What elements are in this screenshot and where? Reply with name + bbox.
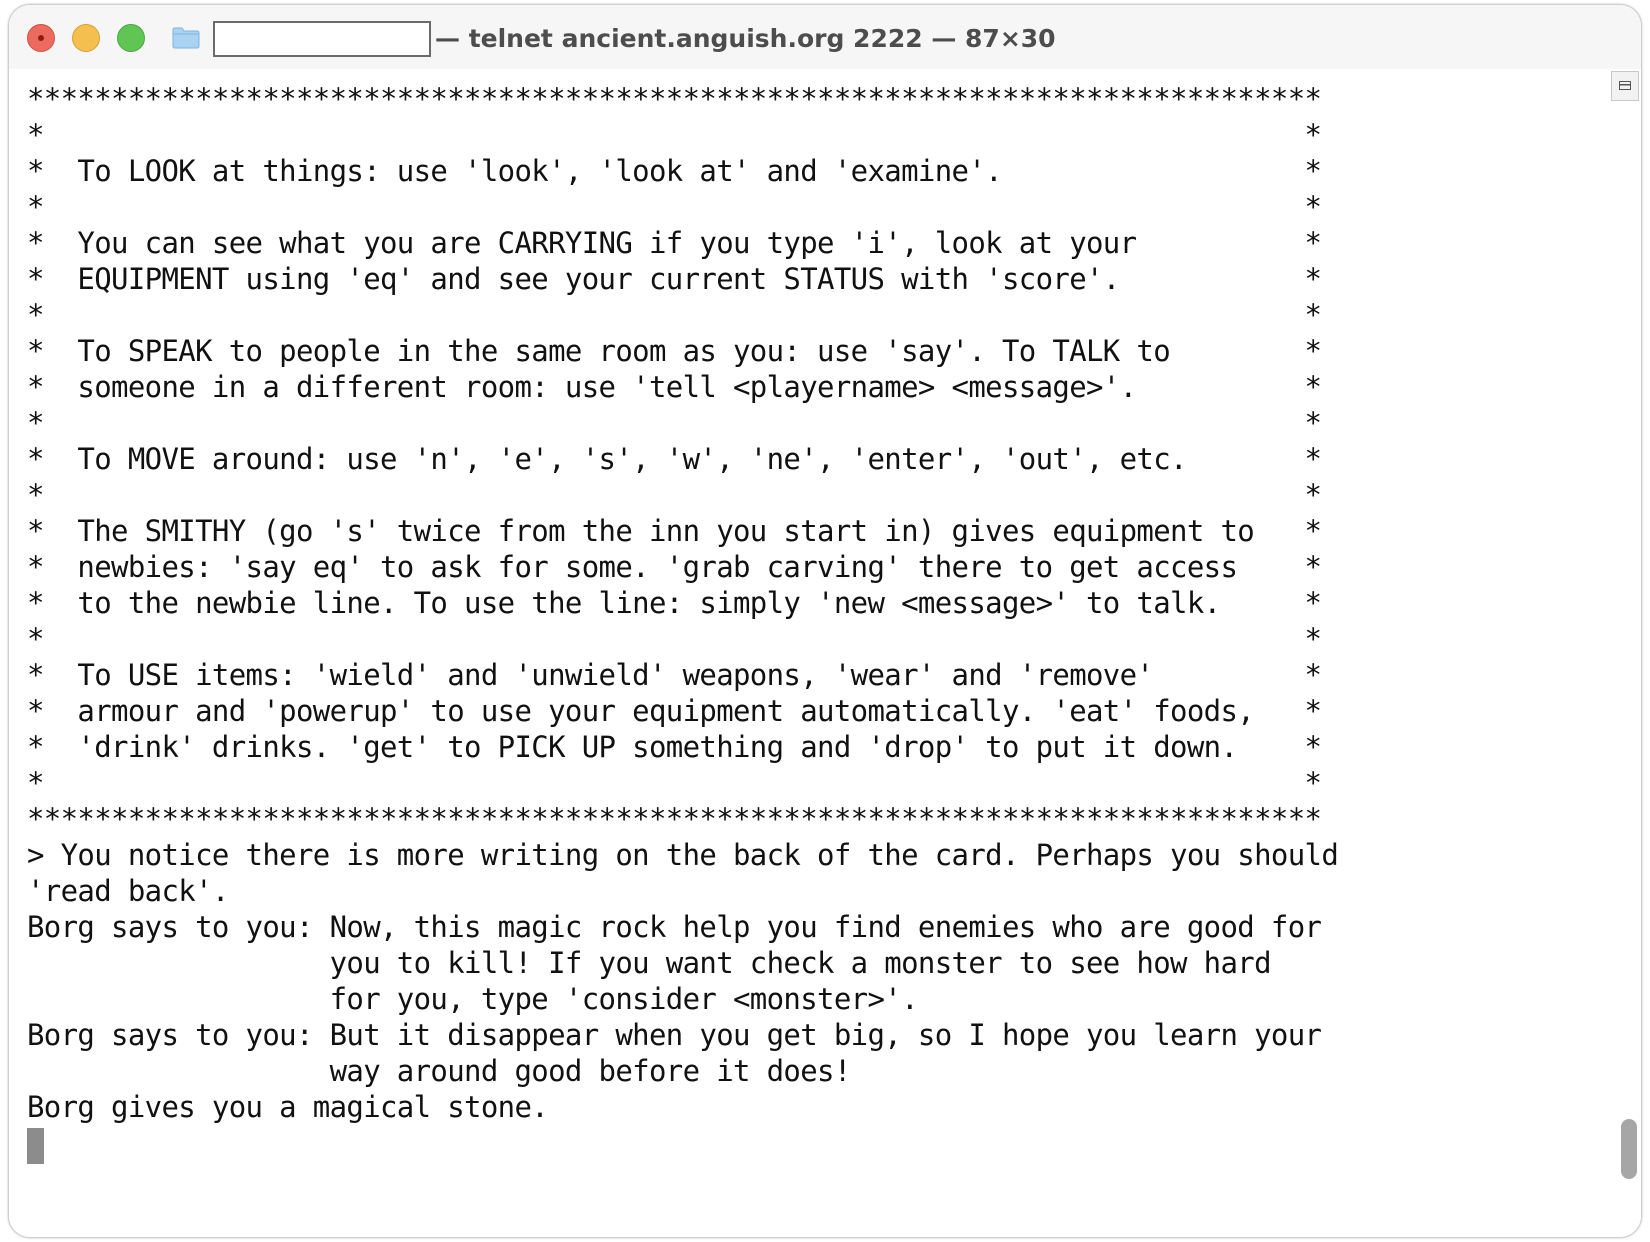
terminal-line: 'read back'. [27,874,229,908]
title-bar[interactable] [9,5,1641,70]
terminal-line: Borg gives you a magical stone. [27,1090,549,1124]
split-pane-icon[interactable] [1611,71,1639,101]
terminal-view[interactable] [9,69,1641,1237]
terminal-line: * EQUIPMENT using 'eq' and see your current STATUS with 'score'. * [27,262,1322,296]
terminal-line: * armour and 'powerup' to use your equipment automatically. 'eat' foods, * [27,694,1322,728]
close-icon[interactable] [27,24,55,52]
folder-icon [172,27,200,49]
terminal-line: for you, type 'consider <monster>'. [27,982,918,1016]
terminal-line: * 'drink' drinks. 'get' to PICK UP something and 'drop' to put it down. * [27,730,1322,764]
terminal-line: * * [27,406,1322,440]
terminal-line: way around good before it does! [27,1054,851,1088]
terminal-line: Borg says to you: But it disappear when you get big, so I hope you learn your [27,1018,1322,1052]
terminal-line: * To MOVE around: use 'n', 'e', 's', 'w', 'ne', 'enter', 'out', etc. * [27,442,1322,476]
terminal-line: * * [27,622,1322,656]
terminal-line: > You notice there is more writing on the back of the card. Perhaps you should [27,838,1339,872]
terminal-line: * * [27,118,1322,152]
terminal-line: * To LOOK at things: use 'look', 'look at' and 'examine'. * [27,154,1322,188]
terminal-line: * To SPEAK to people in the same room as you: use 'say'. To TALK to * [27,334,1322,368]
terminal-line: ***************************************************************************** [27,802,1322,836]
text-cursor [27,1128,44,1164]
terminal-line: ***************************************************************************** [27,82,1322,116]
terminal-line: * * [27,478,1322,512]
terminal-output [27,81,1338,1125]
terminal-line: Borg says to you: Now, this magic rock help you find enemies who are good for [27,910,1322,944]
terminal-line: * The SMITHY (go 's' twice from the inn you start in) gives equipment to * [27,514,1322,548]
terminal-line: * * [27,766,1322,800]
terminal-window [8,4,1642,1238]
scrollbar-thumb[interactable] [1621,1119,1637,1179]
terminal-line: * to the newbie line. To use the line: simply 'new <message>' to talk. * [27,586,1322,620]
terminal-line: * someone in a different room: use 'tell <playername> <message>'. * [27,370,1322,404]
terminal-line: you to kill! If you want check a monster to see how hard [27,946,1271,980]
zoom-icon[interactable] [117,24,145,52]
terminal-line: * You can see what you are CARRYING if you type 'i', look at your * [27,226,1322,260]
terminal-line: * * [27,190,1322,224]
minimize-icon[interactable] [72,24,100,52]
terminal-line: * * [27,298,1322,332]
window-title-field[interactable] [213,21,431,57]
terminal-line: * newbies: 'say eq' to ask for some. 'grab carving' there to get access * [27,550,1322,584]
window-title: — telnet ancient.anguish.org 2222 — 87×30 [435,24,1056,53]
terminal-line: * To USE items: 'wield' and 'unwield' weapons, 'wear' and 'remove' * [27,658,1322,692]
